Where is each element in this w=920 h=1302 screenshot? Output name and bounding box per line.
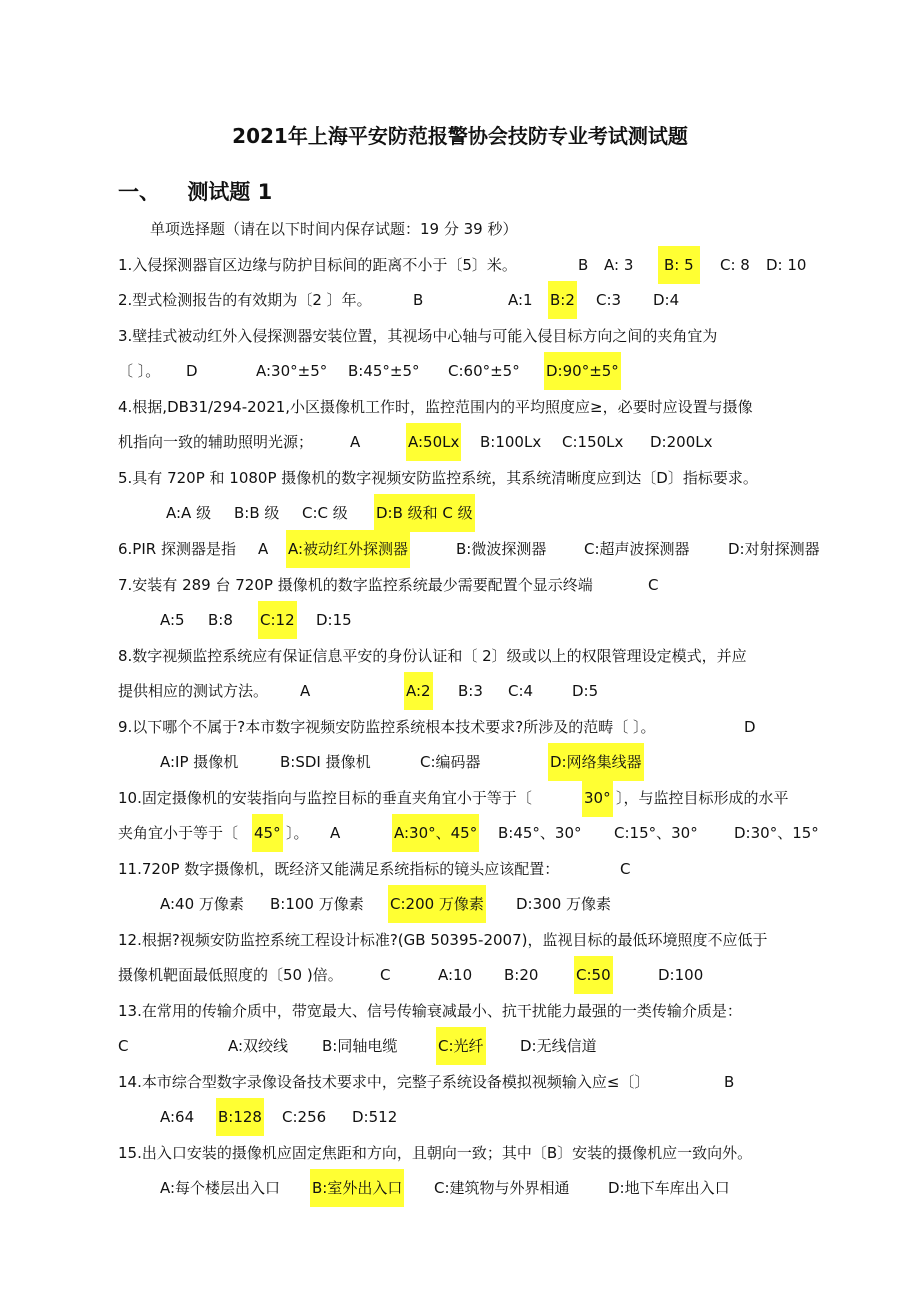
answer-key: D bbox=[186, 362, 198, 380]
question-text: 7.安装有 289 台 720P 摄像机的数字监控系统最少需要配置个显示终端 bbox=[118, 576, 593, 594]
question-text: 9.以下哪个不属于?本市数字视频安防监控系统根本技术要求?所涉及的范畴〔 〕。 bbox=[118, 718, 656, 736]
question-12-text: 12.根据?视频安防监控系统工程设计标准?(GB 50395-2007)，监视目标的最低环境照度不应低于 bbox=[118, 931, 768, 949]
option-a: A:40 万像素 bbox=[160, 895, 244, 913]
answer-key: C bbox=[648, 576, 659, 594]
option-a: A:30°±5° bbox=[256, 362, 328, 380]
option-c: C:60°±5° bbox=[448, 362, 520, 380]
section-heading bbox=[118, 176, 272, 206]
option-a: A:5 bbox=[160, 611, 185, 629]
option-d: D:地下车库出入口 bbox=[608, 1179, 730, 1197]
question-text-d: 〕。 bbox=[286, 824, 309, 842]
option-b: B:B 级 bbox=[234, 504, 280, 522]
option-b: B:45°±5° bbox=[348, 362, 420, 380]
question-13-options bbox=[118, 1031, 838, 1061]
question-text-b: 〕，与监控目标形成的水平 bbox=[616, 789, 789, 807]
section-number: 一、 bbox=[118, 180, 160, 204]
intro-text: 单项选择题（请在以下时间内保存试题：19 分 39 秒） bbox=[150, 220, 518, 238]
question-3-text: 3.壁挂式被动红外入侵探测器安装位置，其视场中心轴与可能入侵目标方向之间的夹角宜为 bbox=[118, 327, 718, 345]
option-c: C:3 bbox=[596, 291, 622, 309]
option-c: C:4 bbox=[508, 682, 534, 700]
option-d: D:无线信道 bbox=[520, 1037, 597, 1055]
answer-key: C bbox=[118, 1037, 129, 1055]
option-d: D:15 bbox=[316, 611, 352, 629]
question-10-options bbox=[118, 818, 838, 848]
question-8-options bbox=[118, 676, 838, 706]
question-7-options bbox=[160, 605, 760, 635]
option-b-correct: B:2 bbox=[548, 281, 577, 319]
question-text: 1.入侵探测器盲区边缘与防护目标间的距离不小于〔5〕米。 bbox=[118, 256, 517, 274]
question-text: 14.本市综合型数字录像设备技术要求中，完整子系统设备模拟视频输入应≤〔〕 bbox=[118, 1073, 650, 1091]
question-4-text: 4.根据,DB31/294-2021,小区摄像机工作时，监控范围内的平均照度应≥，必要时应设置与摄像 bbox=[118, 398, 753, 416]
option-b-correct: B:128 bbox=[216, 1098, 264, 1136]
option-b: B:同轴电缆 bbox=[322, 1037, 398, 1055]
option-c: C:150Lx bbox=[562, 433, 624, 451]
question-11-text bbox=[118, 854, 838, 884]
question-9-options bbox=[160, 747, 760, 777]
option-d: D:对射探测器 bbox=[728, 540, 820, 558]
question-text-c: 夹角宜小于等于〔 bbox=[118, 824, 239, 842]
question-1 bbox=[118, 250, 838, 280]
option-c-correct: C:12 bbox=[258, 601, 297, 639]
answer-key: C bbox=[380, 966, 391, 984]
question-3-options bbox=[118, 356, 838, 386]
question-15-text: 15.出入口安装的摄像机应固定焦距和方向，且朝向一致；其中〔B〕安装的摄像机应一致向外。 bbox=[118, 1144, 753, 1162]
question-14-text bbox=[118, 1067, 838, 1097]
question-text: 机指向一致的辅助照明光源； bbox=[118, 433, 314, 451]
option-a-correct: A:被动红外探测器 bbox=[286, 530, 410, 568]
option-b: B:100Lx bbox=[480, 433, 542, 451]
option-d: D:30°、15° bbox=[734, 824, 819, 842]
option-a-correct: A:50Lx bbox=[406, 423, 461, 461]
answer-key: D bbox=[744, 718, 756, 736]
question-8-text: 8.数字视频监控系统应有保证信息平安的身份认证和〔 2〕级或以上的权限管理设定模式，并应 bbox=[118, 647, 747, 665]
option-a: A:10 bbox=[438, 966, 473, 984]
question-11-options bbox=[160, 889, 760, 919]
option-c: C:15°、30° bbox=[614, 824, 698, 842]
question-13-text: 13.在常用的传输介质中，带宽最大、信号传输衰减最小、抗干扰能力最强的一类传输介质是： bbox=[118, 1002, 742, 1020]
answer-key: A bbox=[300, 682, 311, 700]
question-text-a: 10.固定摄像机的安装指向与监控目标的垂直夹角宜小于等于〔 bbox=[118, 789, 532, 807]
option-d: D:300 万像素 bbox=[516, 895, 612, 913]
option-d-correct: D:B 级和 C 级 bbox=[374, 494, 475, 532]
option-b: B:20 bbox=[504, 966, 539, 984]
option-c: C:256 bbox=[282, 1108, 327, 1126]
option-a: A:A 级 bbox=[166, 504, 212, 522]
option-a: A:每个楼层出入口 bbox=[160, 1179, 281, 1197]
option-d: D: 10 bbox=[766, 256, 807, 274]
option-d: D:200Lx bbox=[650, 433, 713, 451]
option-b-correct: B: 5 bbox=[658, 246, 700, 284]
question-blank-1: 30° bbox=[582, 779, 613, 817]
option-c-correct: C:50 bbox=[574, 956, 613, 994]
question-15-options bbox=[160, 1173, 800, 1203]
option-c-correct: C:200 万像素 bbox=[388, 885, 486, 923]
option-b: B:8 bbox=[208, 611, 233, 629]
option-c: C: 8 bbox=[720, 256, 750, 274]
option-a: A:IP 摄像机 bbox=[160, 753, 239, 771]
option-c-correct: C:光纤 bbox=[436, 1027, 486, 1065]
question-text: 11.720P 数字摄像机，既经济又能满足系统指标的镜头应该配置： bbox=[118, 860, 560, 878]
document-title: 2021年上海平安防范报警协会技防专业考试测试题 bbox=[232, 124, 688, 148]
option-a-correct: A:30°、45° bbox=[392, 814, 479, 852]
question-text: 摄像机靶面最低照度的〔50 )倍。 bbox=[118, 966, 343, 984]
answer-key: B bbox=[413, 291, 424, 309]
option-a: A:1 bbox=[508, 291, 533, 309]
option-d-correct: D:网络集线器 bbox=[548, 743, 644, 781]
question-7-text bbox=[118, 570, 838, 600]
option-b-correct: B:室外出入口 bbox=[310, 1169, 404, 1207]
question-text: 提供相应的测试方法。 bbox=[118, 682, 269, 700]
question-9-text bbox=[118, 712, 838, 742]
question-14-options bbox=[160, 1102, 760, 1132]
option-c: C:编码器 bbox=[420, 753, 481, 771]
answer-key: A bbox=[258, 540, 269, 558]
option-d: D:512 bbox=[352, 1108, 398, 1126]
option-c: C:建筑物与外界相通 bbox=[434, 1179, 570, 1197]
question-2 bbox=[118, 285, 838, 315]
question-5-options bbox=[166, 498, 766, 528]
option-b: B:100 万像素 bbox=[270, 895, 364, 913]
option-a: A: 3 bbox=[604, 256, 634, 274]
answer-key: B bbox=[578, 256, 589, 274]
question-text: 6.PIR 探测器是指 bbox=[118, 540, 236, 558]
answer-key: A bbox=[350, 433, 361, 451]
option-d: D:100 bbox=[658, 966, 704, 984]
question-5-text: 5.具有 720P 和 1080P 摄像机的数字视频安防监控系统，其系统清晰度应到达〔D〕指标要求。 bbox=[118, 469, 758, 487]
option-d-correct: D:90°±5° bbox=[544, 352, 621, 390]
option-c: C:超声波探测器 bbox=[584, 540, 690, 558]
option-b: B:3 bbox=[458, 682, 483, 700]
question-12-options bbox=[118, 960, 838, 990]
option-a: A:64 bbox=[160, 1108, 195, 1126]
option-c: C:C 级 bbox=[302, 504, 348, 522]
option-b: B:45°、30° bbox=[498, 824, 582, 842]
question-blank-2: 45° bbox=[252, 814, 283, 852]
option-a: A:双绞线 bbox=[228, 1037, 289, 1055]
option-b: B:微波探测器 bbox=[456, 540, 547, 558]
option-b: B:SDI 摄像机 bbox=[280, 753, 371, 771]
option-d: D:4 bbox=[653, 291, 680, 309]
question-text: 〔 〕。 bbox=[118, 362, 161, 380]
option-d: D:5 bbox=[572, 682, 599, 700]
question-text: 2.型式检测报告的有效期为〔2 〕年。 bbox=[118, 291, 372, 309]
question-6 bbox=[118, 534, 838, 564]
option-a-correct: A:2 bbox=[404, 672, 433, 710]
question-4-options bbox=[118, 427, 838, 457]
answer-key: C bbox=[620, 860, 631, 878]
section-name: 测试题 1 bbox=[187, 180, 273, 204]
answer-key: A bbox=[330, 824, 341, 842]
answer-key: B bbox=[724, 1073, 735, 1091]
question-10-text bbox=[118, 783, 838, 813]
